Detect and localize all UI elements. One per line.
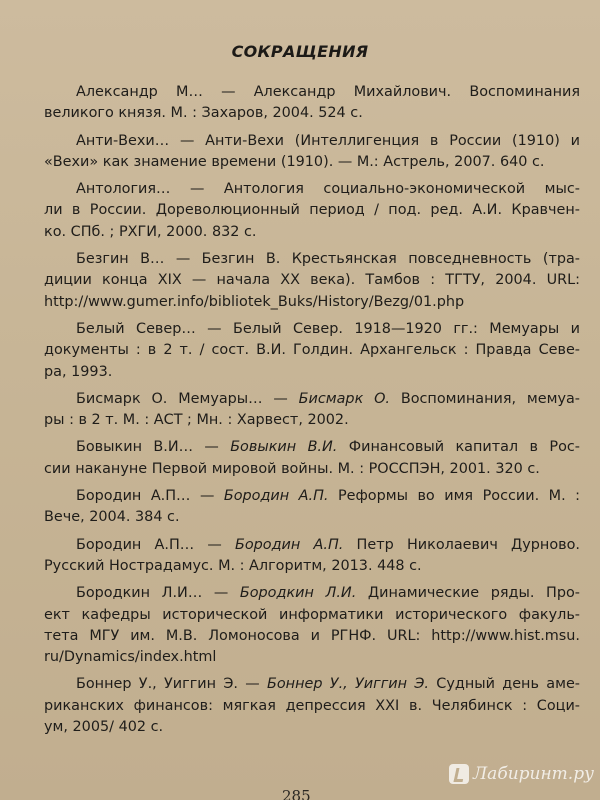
entry-text: http://www.gumer.info/bibliotek_Buks/History/Bezg/01.php — [44, 293, 465, 310]
entry-text: сии накануне Первой мировой войны. М. : РОССПЭН, 2001. 320 с. — [44, 460, 540, 477]
entry-line — [44, 292, 580, 313]
entry-text: Финансовый капитал в Рос- — [337, 439, 580, 456]
entry-line — [44, 410, 580, 431]
entry-line — [44, 389, 580, 410]
entry-text: Динамические ряды. Про- — [356, 585, 580, 602]
abbreviation-entry — [44, 389, 580, 432]
entry-line — [44, 340, 580, 361]
entry-text: ект кафедры исторической информатики исторического факуль- — [44, 606, 580, 623]
entry-text: Боннер У., Уиггин Э. — — [76, 676, 267, 693]
abbreviation-entry — [44, 486, 580, 529]
watermark-text: Лабиринт.ру — [473, 764, 594, 784]
entry-line — [44, 131, 580, 152]
entry-text: Бисмарк О. Мемуары… — — [76, 390, 299, 407]
entry-text: Анти-Вехи… — Анти-Вехи (Интеллигенция в России (1910) и — [76, 132, 580, 149]
entry-line — [44, 626, 580, 647]
author-name-italic: Бовыкин В.И. — [230, 439, 338, 456]
entry-text: Бородин А.П… — — [76, 488, 224, 505]
entry-line — [44, 319, 580, 340]
abbreviation-entry — [44, 437, 580, 480]
abbreviation-entry — [44, 249, 580, 313]
entry-text: ru/Dynamics/index.html — [44, 649, 217, 666]
entry-text: диции конца XIX — начала XX века). Тамбов : ТГТУ, 2004. URL: — [44, 272, 580, 289]
author-name-italic: Бородин А.П. — [234, 536, 344, 553]
entry-text: Белый Север… — Белый Север. 1918—1920 гг.: Мемуары и — [76, 320, 580, 337]
entry-line — [44, 535, 580, 556]
entry-text: документы : в 2 т. / сост. В.И. Голдин. Архангельск : Правда Севе- — [44, 342, 580, 359]
entry-line — [44, 605, 580, 626]
entry-line — [44, 717, 580, 738]
page-number: 285 — [282, 787, 311, 800]
abbreviation-entry — [44, 535, 580, 578]
entry-text: Русский Нострадамус. М. : Алгоритм, 2013. 448 с. — [44, 557, 422, 574]
entry-line — [44, 82, 580, 103]
abbreviation-entry — [44, 674, 580, 738]
entry-line — [44, 200, 580, 221]
entry-text: ум, 2005/ 402 с. — [44, 719, 164, 736]
entry-text: «Вехи» как знамение времени (1910). — М.: Астрель, 2007. 640 с. — [44, 153, 545, 170]
entry-line — [44, 647, 580, 668]
author-name-italic: Боннер У., Уиггин Э. — [267, 676, 429, 693]
entry-text: Антология… — Антология социально-экономической мыс- — [76, 181, 580, 198]
labirint-logo-icon — [449, 764, 469, 784]
entry-line — [44, 674, 580, 695]
entry-text: ли в России. Дореволюционный период / под. ред. А.И. Кравчен- — [44, 202, 580, 219]
author-name-italic: Бородкин Л.И. — [239, 585, 357, 602]
entry-line — [44, 486, 580, 507]
entry-line — [44, 437, 580, 458]
entry-line — [44, 222, 580, 243]
entry-line — [44, 270, 580, 291]
entry-text: ко. СПб. ; РХГИ, 2000. 832 с. — [44, 223, 257, 240]
entry-text: Безгин В… — Безгин В. Крестьянская повседневность (тра- — [76, 251, 580, 268]
entry-text: Судный день аме- — [428, 676, 580, 693]
abbreviation-entry — [44, 131, 580, 174]
section-heading: СОКРАЩЕНИЯ — [231, 42, 369, 61]
entry-text: ра, 1993. — [44, 363, 113, 380]
entry-text: Бовыкин В.И… — — [76, 439, 231, 456]
entry-text: Вече, 2004. 384 с. — [44, 509, 180, 526]
entry-line — [44, 696, 580, 717]
watermark — [449, 764, 594, 784]
entry-line — [44, 249, 580, 270]
entry-line — [44, 556, 580, 577]
abbreviations-list — [44, 82, 580, 744]
entry-line — [44, 362, 580, 383]
entry-line — [44, 179, 580, 200]
entry-line — [44, 103, 580, 124]
entry-text: Реформы во имя России. М. : — [328, 488, 580, 505]
entry-text: Александр М… — Александр Михайлович. Воспоминания — [76, 84, 580, 100]
entry-line — [44, 152, 580, 173]
entry-text: Петр Николаевич Дурново. — [343, 536, 581, 553]
abbreviation-entry — [44, 82, 580, 125]
entry-text: Бородкин Л.И… — — [76, 585, 240, 602]
entry-text: Бородин А.П… — — [76, 536, 235, 553]
entry-line — [44, 583, 580, 604]
entry-text: великого князя. М. : Захаров, 2004. 524 с. — [44, 105, 363, 122]
entry-text: ры : в 2 т. М. : АСТ ; Мн. : Харвест, 2002. — [44, 412, 349, 429]
abbreviation-entry — [44, 319, 580, 383]
entry-line — [44, 507, 580, 528]
abbreviation-entry — [44, 583, 580, 668]
entry-text: Воспоминания, мемуа- — [390, 390, 580, 407]
abbreviation-entry — [44, 179, 580, 243]
author-name-italic: Бисмарк О. — [298, 390, 390, 407]
entry-text: тета МГУ им. М.В. Ломоносова и РГНФ. URL: http://www.hist.msu. — [44, 627, 580, 644]
entry-line — [44, 459, 580, 480]
author-name-italic: Бородин А.П. — [223, 488, 329, 505]
entry-text: риканских финансов: мягкая депрессия XXI в. Челябинск : Соци- — [44, 697, 580, 714]
